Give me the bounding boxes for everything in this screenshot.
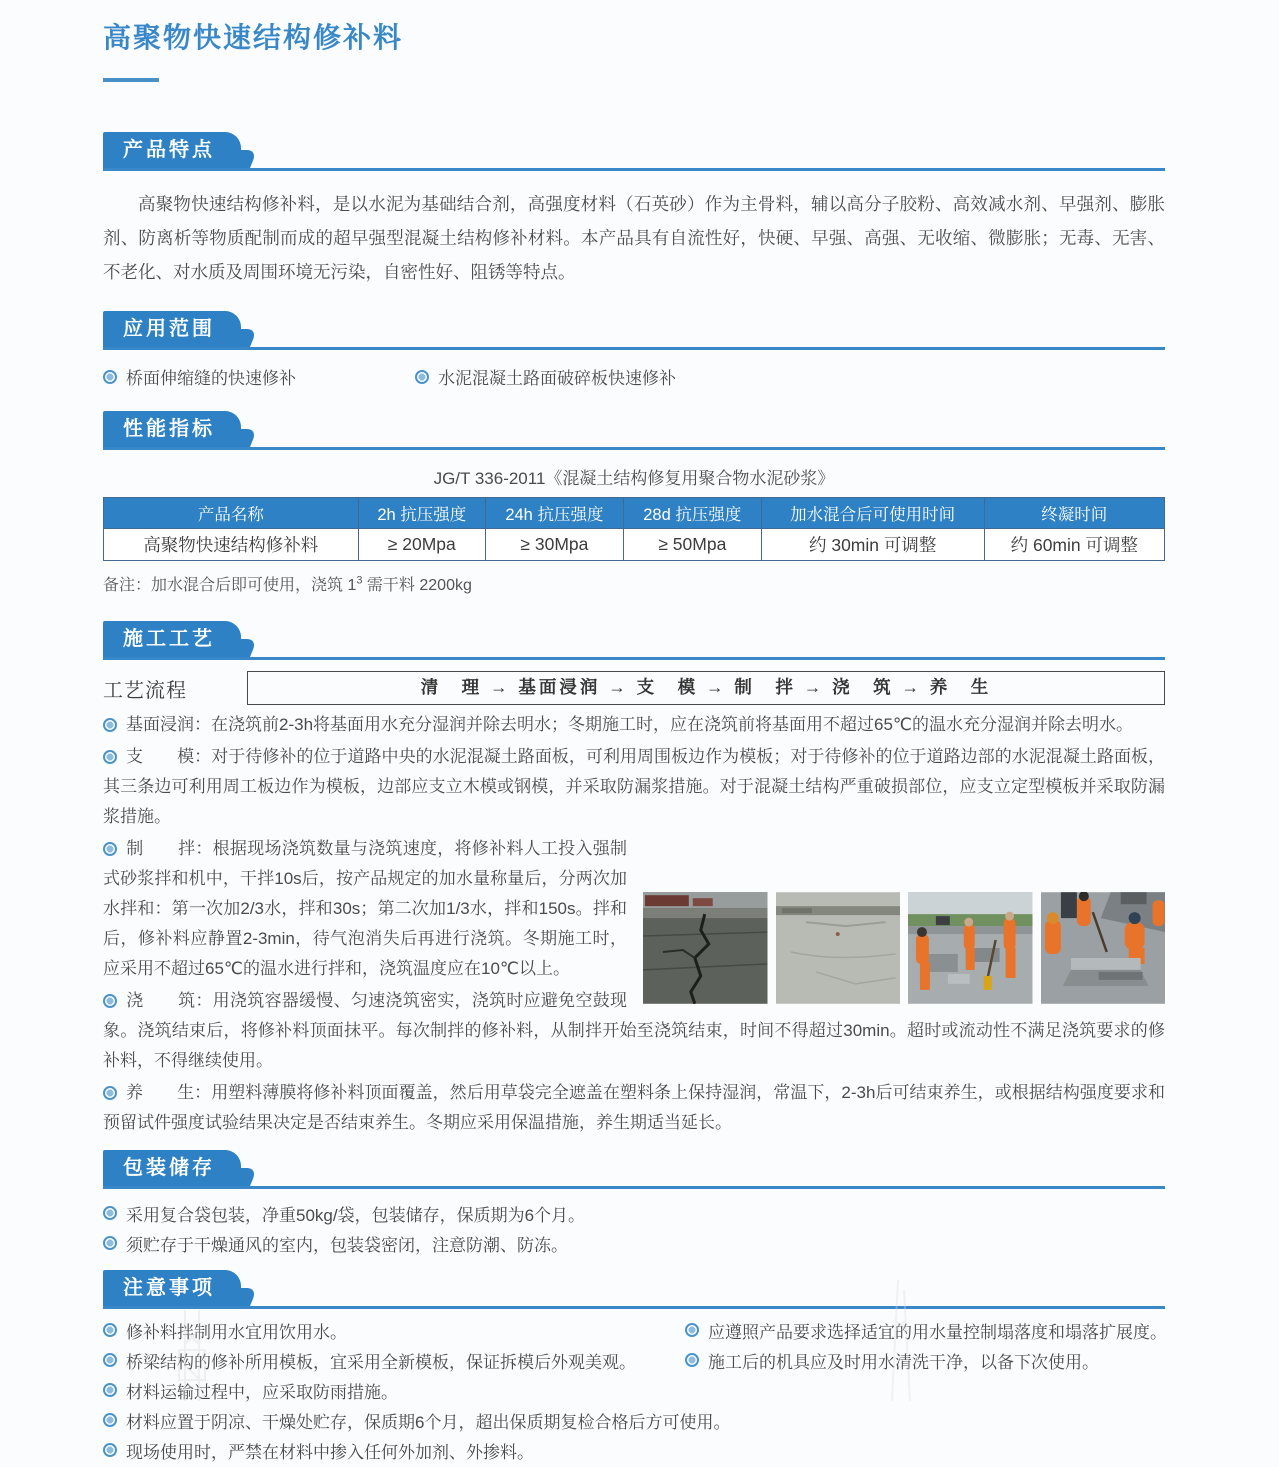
table-cell: 约 30min 可调整 <box>761 529 984 561</box>
table-header-row <box>104 498 1165 529</box>
standard-reference: JG/T 336-2011《混凝土结构修复用聚合物水泥砂浆》 <box>433 469 835 488</box>
process-flow-row <box>103 671 1165 705</box>
note-text: 材料应置于阴凉、干燥处贮存，保质期6个月，超出保质期复检合格后方可使用。 <box>126 1412 731 1432</box>
section-header-applications <box>103 311 1165 350</box>
column-header: 加水混合后可使用时间 <box>761 498 984 529</box>
construction-step <box>103 1078 1165 1138</box>
section-header-features <box>103 132 1165 171</box>
section-header-construction <box>103 621 1165 660</box>
circle-bullet-icon <box>103 1383 117 1397</box>
circle-bullet-icon <box>103 1443 117 1457</box>
table-row <box>104 529 1165 561</box>
features-paragraph: 高聚物快速结构修补料，是以水泥为基础结合剂，高强度材料（石英砂）作为主骨料，辅以高分子胶粉、高效减水剂、早强剂、膨胀剂、防离析等物质配制而成的超早强型混凝土结构修补材料。本产品具有自流性好，快硬、早强、高强、无收缩、微膨胀；无毒、无害、不老化、对水质及周围环境无污染，自密性好、阻锈等特点。 <box>103 194 1165 282</box>
step-text: 根据现场浇筑数量与浇筑速度，将修补料人工投入强制式砂浆拌和机中，干拌10s后，按产品规定的加水量称量后，分两次加水拌和：第一次加2/3水，拌和30s；第二次加1/3水，拌和150s。拌和后，修补料应静置2-3min，待气泡消失后再进行浇筑。冬期施工时，应采用不超过65℃的温水进行拌和，浇筑温度应在10℃以上。 <box>103 839 628 978</box>
column-header: 28d 抗压强度 <box>623 498 761 529</box>
table-cell: ≥ 30Mpa <box>485 529 623 561</box>
step-text: 在浇筑前2-3h将基面用水充分湿润并除去明水；冬期施工时，应在浇筑前将基面用不超过65℃的温水充分湿润并除去明水。 <box>211 715 1134 734</box>
step-text: 对于待修补的位于道路中央的水泥混凝土路面板，可利用周围板边作为模板；对于待修补的位于道路边部的水泥混凝土路面板，其三条边可利用周工板边作为模板，边部应支立木模或钢模，并采取防漏浆措施。对于混凝土结构严重破损部位，应支立定型模板并采取防漏浆措施。 <box>103 747 1166 826</box>
column-header: 24h 抗压强度 <box>485 498 623 529</box>
notes-grid <box>103 1317 1165 1467</box>
photo-dark-cracked-pavement <box>643 892 768 1004</box>
circle-bullet-icon <box>103 750 117 764</box>
application-label: 桥面伸缩缝的快速修补 <box>126 369 296 388</box>
circle-bullet-icon <box>685 1323 699 1337</box>
packaging-item <box>103 1198 1165 1228</box>
packaging-list <box>103 1198 1165 1258</box>
footnote-superscript: 3 <box>356 574 363 587</box>
applications-list <box>103 364 1165 389</box>
circle-bullet-icon <box>415 370 429 384</box>
construction-step <box>103 834 1165 984</box>
footnote-text: 需干料 2200kg <box>362 577 472 594</box>
circle-bullet-icon <box>103 1206 117 1220</box>
photo-joint-repair-workers <box>1041 892 1166 1004</box>
circle-bullet-icon <box>685 1353 699 1367</box>
section-tab-performance: 性能指标 <box>103 411 241 447</box>
circle-bullet-icon <box>103 1353 117 1367</box>
column-header: 产品名称 <box>104 498 359 529</box>
packaging-item <box>103 1228 1165 1258</box>
performance-table <box>103 497 1165 561</box>
section-header-packaging <box>103 1150 1165 1189</box>
application-label: 水泥混凝土路面破碎板快速修补 <box>438 369 676 388</box>
step-term: 制 拌： <box>126 839 213 858</box>
note-text: 施工后的机具应及时用水清洗干净，以备下次使用。 <box>708 1352 1099 1372</box>
application-item <box>103 364 415 389</box>
section-tab-packaging: 包装储存 <box>103 1150 241 1186</box>
circle-bullet-icon <box>103 1086 117 1100</box>
note-text: 应遵照产品要求选择适宜的用水量控制塌落度和塌落扩展度。 <box>708 1322 1167 1342</box>
note-item <box>103 1437 685 1463</box>
step-term: 支 模： <box>126 747 212 766</box>
step-term: 浇 筑： <box>126 991 213 1010</box>
flow-label: 工艺流程 <box>103 679 187 702</box>
note-item <box>103 1407 731 1433</box>
footnote-text: 备注：加水混合后即可使用，浇筑 1 <box>103 577 357 594</box>
step-term: 养 生： <box>126 1083 212 1102</box>
circle-bullet-icon <box>103 718 117 732</box>
section-tab-notes: 注意事项 <box>103 1270 241 1306</box>
section-header-performance <box>103 411 1165 450</box>
section-tab-construction: 施工工艺 <box>103 621 241 657</box>
table-footnote <box>103 572 1165 595</box>
table-cell: ≥ 50Mpa <box>623 529 761 561</box>
application-item <box>415 364 676 389</box>
flow-diagram: 清 理 → 基面浸润 → 支 模 → 制 拌 → 浇 筑 → 养 生 <box>247 671 1165 705</box>
packaging-text: 采用复合袋包装，净重50kg/袋，包装储存，保质期为6个月。 <box>126 1205 586 1225</box>
table-cell: 高聚物快速结构修补料 <box>104 529 359 561</box>
circle-bullet-icon <box>103 994 117 1008</box>
photo-light-cracked-concrete <box>776 892 901 1004</box>
note-text: 现场使用时，严禁在材料中掺入任何外加剂、外掺料。 <box>126 1442 534 1462</box>
site-photos-strip <box>643 892 1165 1004</box>
column-header: 2h 抗压强度 <box>358 498 485 529</box>
table-cell: ≥ 20Mpa <box>358 529 485 561</box>
circle-bullet-icon <box>103 842 117 856</box>
construction-steps <box>103 710 1165 1138</box>
circle-bullet-icon <box>103 1236 117 1250</box>
note-text: 桥梁结构的修补所用模板，宜采用全新模板，保证拆模后外观美观。 <box>126 1352 636 1372</box>
watermark-tower <box>165 1310 255 1401</box>
circle-bullet-icon <box>103 1323 117 1337</box>
note-text: 修补料拌制用水宜用饮用水。 <box>126 1322 347 1342</box>
construction-step <box>103 742 1165 832</box>
step-text: 用浇筑容器缓慢、匀速浇筑密实，浇筑时应避免空鼓现象。浇筑结束后，将修补料顶面抹平。每次制拌的修补料，从制拌开始至浇筑结束，时间不得超过30min。超时或流动性不满足浇筑要求的修补料，不得继续使用。 <box>103 991 1165 1070</box>
step-text: 用塑料薄膜将修补料顶面覆盖，然后用草袋完全遮盖在塑料条上保持湿润，常温下，2-3h后可结束养生，或根据结构强度要求和预留试件强度试验结果决定是否结束养生。冬期应采用保温措施，养生期适当延长。 <box>103 1083 1165 1132</box>
packaging-text: 须贮存于干燥通风的室内，包装袋密闭，注意防潮、防冻。 <box>126 1235 568 1255</box>
title-underline <box>103 78 159 82</box>
circle-bullet-icon <box>103 1413 117 1427</box>
document-page <box>103 0 1165 1467</box>
section-header-notes <box>103 1270 1165 1309</box>
construction-step <box>103 710 1165 740</box>
section-tab-applications: 应用范围 <box>103 311 241 347</box>
section-tab-features: 产品特点 <box>103 132 241 168</box>
photo-road-repair-workers <box>908 892 1033 1004</box>
page-title: 高聚物快速结构修补料 <box>103 22 404 53</box>
step-term: 基面浸润： <box>126 715 211 734</box>
circle-bullet-icon <box>103 370 117 384</box>
watermark-pylon <box>870 1280 930 1401</box>
column-header: 终凝时间 <box>984 498 1164 529</box>
note-text: 材料运输过程中，应采取防雨措施。 <box>126 1382 398 1402</box>
table-cell: 约 60min 可调整 <box>984 529 1164 561</box>
